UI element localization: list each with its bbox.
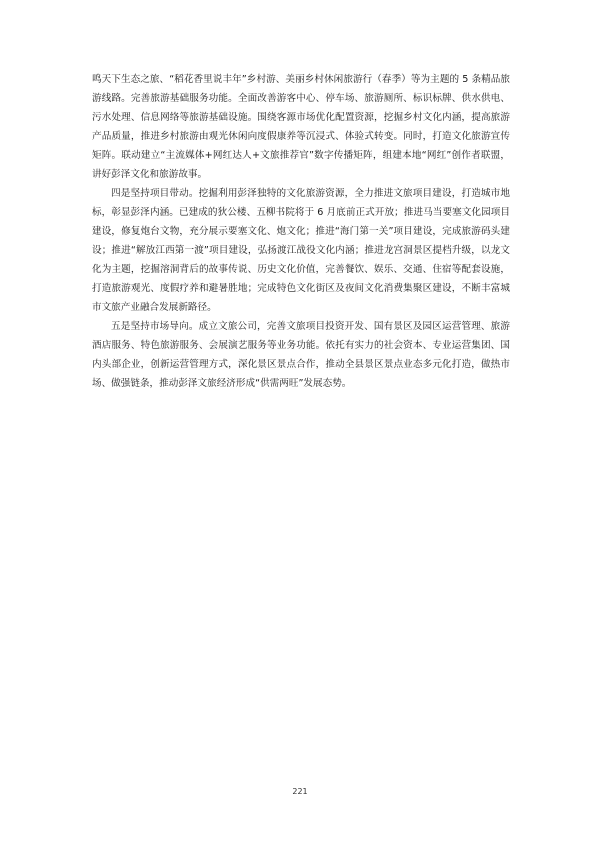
body-text — [92, 70, 510, 393]
paragraph-market-oriented: 五是坚持市场导向。成立文旅公司，完善文旅项目投资开发、国有景区及园区运营管理、旅游酒店服务、特色旅游服务、会展演艺服务等业务功能。依托有实力的社会资本、专业运营集团、国内头部企业，创新运营管理方式，深化景区景点合作，推动全县景区景点业态多元化打造，做热市场、做强链条，推动彭泽文旅经济形成“供需两旺”发展态势。 — [92, 321, 510, 389]
paragraph-project-driven: 四是坚持项目带动。挖掘利用彭泽独特的文化旅游资源，全力推进文旅项目建设，打造城市地标，彰显彭泽内涵。已建成的狄公楼、五柳书院将于 6 月底前正式开放；推进马当要塞文化园项目建设，修复炮台文物，充分展示要塞文化、炮文化；推进“海门第一关”项目建设，完成旅游码头建设；推进“解放江西第一渡”项目建设，弘扬渡江战役文化内涵；推进龙宫洞景区提档升级，以龙文化为主题，挖掘溶洞背后的故事传说、历史文化价值，完善餐饮、娱乐、交通、住宿等配套设施，打造旅游观光、度假疗养和避暑胜地；完成特色文化街区及夜间文化消费集聚区建设，不断丰富城市文旅产业融合发展新路径。 — [92, 188, 510, 313]
paragraph-tourism-routes: 鸣天下生态之旅、“稻花香里说丰年”乡村游、美丽乡村休闲旅游行（春季）等为主题的 5 条精品旅游线路。完善旅游基础服务功能。全面改善游客中心、停车场、旅游厕所、标识标牌、供水供电、污水处理、信息网络等旅游基础设施。围绕客源市场优化配置资源，挖掘乡村文化内涵，提高旅游产品质量，推进乡村旅游由观光休闲向度假康养等沉浸式、体验式转变。同时，打造文化旅游宣传矩阵。联动建立“主流媒体+网红达人+文旅推荐官”数字传播矩阵，组建本地“网红”创作者联盟，讲好彭泽文化和旅游故事。 — [92, 74, 510, 180]
page-number: 221 — [292, 787, 308, 796]
